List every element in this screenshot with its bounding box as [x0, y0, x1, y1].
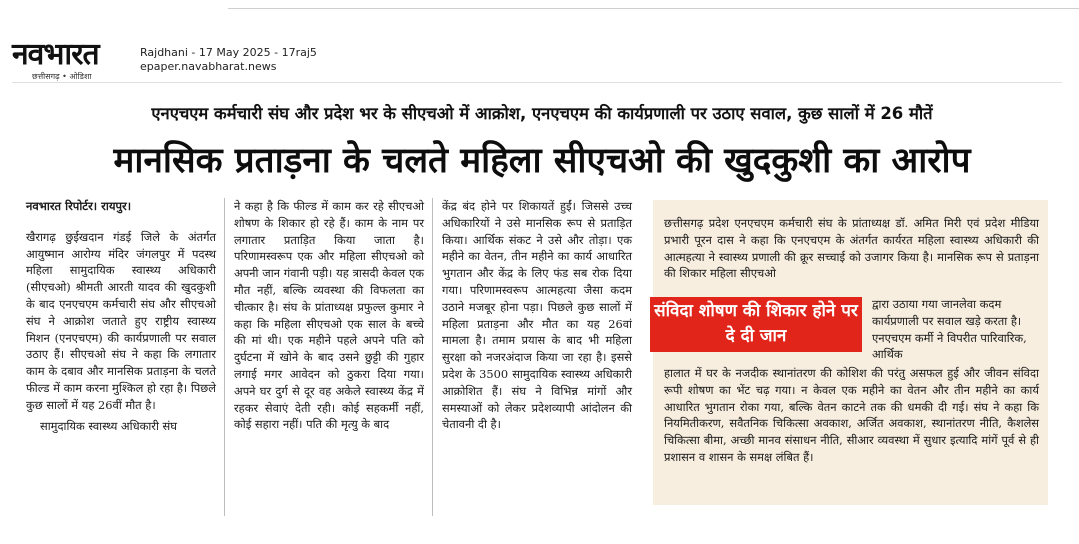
- article-kicker: एनएचएम कर्मचारी संघ और प्रदेश भर के सीएचओ में आक्रोश, एनएचएम की कार्यप्रणाली पर उठाए सवाल, कुछ सालों में 26 मौतें: [151, 104, 933, 123]
- sidebar-box-text: [664, 215, 1039, 282]
- box-side-text: द्वारा उठाया गया जानलेवा कदम कार्यप्रणाली पर सवाल खड़े करता है। एनएचएम कर्मी ने विपरीत पारिवारिक, आर्थिक: [872, 297, 1027, 362]
- article-column-1: [26, 198, 216, 434]
- logo-region: छत्तीसगढ़ • ओडिशा: [32, 72, 92, 81]
- box-top-paragraph: छत्तीसगढ़ प्रदेश एनएचएम कर्मचारी संघ के प्रांताध्यक्ष डॉ. अमित मिरी एवं प्रदेश मीडिया प्रभारी पूरन दास ने कहा कि एनएचएम के अंतर्गत कार्यरत महिला स्वास्थ्य अधिकारी की आत्महत्या ने स्वास्थ्य प्रणाली की क्रूर सच्चाई को उजागर किया है। मानसिक रूप से प्रताड़ना की शिकार महिला सीएचओ: [664, 216, 1039, 281]
- edition-line: Rajdhani - 17 May 2025 - 17raj5: [140, 46, 317, 59]
- column-1-paragraph: खैरागढ़ छुईखदान गंडई जिले के अंतर्गत आयुष्मान आरोग्य मंदिर जंगलपुर में पदस्थ महिला सामुदायिक स्वास्थ्य अधिकारी (सीएचओ) श्रीमती आरती यादव की खुदकुशी के बाद एनएचएम कर्मचारी संघ और सीएचओ संघ ने आक्रोश जताते हुए राष्ट्रीय स्वास्थ्य मिशन (एनएचएम) की कार्यप्रणाली पर सवाल उठाए हैं। सीएचओ संघ ने कहा कि लगातार काम के दबाव और मानसिक प्रताड़ना के चलते फील्ड में काम करना मुश्किल हो रहा है। पिछले कुछ सालों में यह 26वीं मौत है।: [26, 229, 216, 412]
- column-2-paragraph: ने कहा है कि फील्ड में काम कर रहे सीएचओ शोषण के शिकार हो रहे हैं। काम के नाम पर लगातार प्रताड़ित किया जाता है। परिणामस्वरूप एक और महिला सीएचओ को अपनी जान गंवानी पड़ी। यह त्रासदी केवल एक मौत नहीं, बल्कि व्यवस्था की विफलता का चीत्कार है। संघ के प्रांताध्यक्ष प्रफुल्ल कुमार ने कहा कि महिला सीएचओ एक साल के बच्चे की मां थी। एक महीने पहले अपने पति को दुर्घटना में खोने के बाद उसने छुट्टी की गुहार लगाई मगर आवेदन को ठुकरा दिया गया। अपने घर दुर्ग से दूर वह अकेले स्वास्थ्य केंद्र में रहकर सेवाएं देती रही। कोई सहकर्मी नहीं, कोई सहारा नहीं। पति की मृत्यु के बाद: [234, 199, 424, 432]
- header-rule: [12, 82, 1062, 83]
- article-headline: मानसिक प्रताड़ना के चलते महिला सीएचओ की खुदकुशी का आरोप: [113, 141, 971, 181]
- newspaper-logo: [12, 37, 99, 82]
- column-3-paragraph: केंद्र बंद होने पर शिकायतें हुईं। जिससे उच्च अधिकारियों ने उसे मानसिक रूप से प्रताड़ित किया। आर्थिक संकट ने उसे और तोड़ा। एक महीने का वेतन, तीन महीने का कार्य आधारित भुगतान और केंद्र के लिए फंड सब रोक दिया गया। परिणामस्वरूप आत्महत्या जैसा कदम उठाने मजबूर होना पड़ा। पिछले कुछ सालों में महिला प्रताड़ना और मौत का यह 26वां मामला है। तमाम प्रयास के बाद भी महिला सुरक्षा को नजरअंदाज किया जा रहा है। इससे प्रदेश के 3500 सामुदायिक स्वास्थ्य अधिकारी आक्रोशित हैं। संघ ने विभिन्न मांगों और समस्याओं को लेकर प्रदेशव्यापी आंदोलन की चेतावनी दी है।: [442, 199, 632, 432]
- logo-text: नवभारत: [12, 37, 99, 72]
- callout-banner: संविदा शोषण की शिकार होने पर दे दी जान: [650, 297, 862, 352]
- column-1-continuation: सामुदायिक स्वास्थ्य अधिकारी संघ: [40, 418, 177, 433]
- column-divider: [432, 198, 433, 516]
- epaper-site: epaper.navabharat.news: [140, 60, 277, 73]
- article-column-2: [234, 198, 424, 433]
- edition-info: [140, 46, 317, 74]
- column-divider: [224, 198, 225, 516]
- box-bottom-paragraph: हालात में घर के नजदीक स्थानांतरण की कोशिश की परंतु असफल हुई और जीवन संविदा रूपी शोषण का भेंट चढ़ गया। न केवल एक महीने का वेतन और तीन महीने का कार्य आधारित भुगतान रोका गया, बल्कि वेतन काटने तक की धमकी दी गई। संघ ने कहा कि नियमितीकरण, सवैतनिक चिकित्सा अवकाश, अर्जित अवकाश, स्थानांतरण नीति, कैशलेस चिकित्सा बीमा, अच्छी मानव संसाधन नीति, सीआर व्यवस्था में सुधार इत्यादि मांगें पूर्व से ही प्रशासन व शासन के समक्ष लंबित हैं।: [664, 366, 1039, 464]
- box-bottom-text: [664, 365, 1039, 466]
- byline: नवभारत रिपोर्टर। रायपुर।: [26, 199, 132, 213]
- top-divider: [228, 0, 1079, 9]
- article-column-3: [442, 198, 632, 433]
